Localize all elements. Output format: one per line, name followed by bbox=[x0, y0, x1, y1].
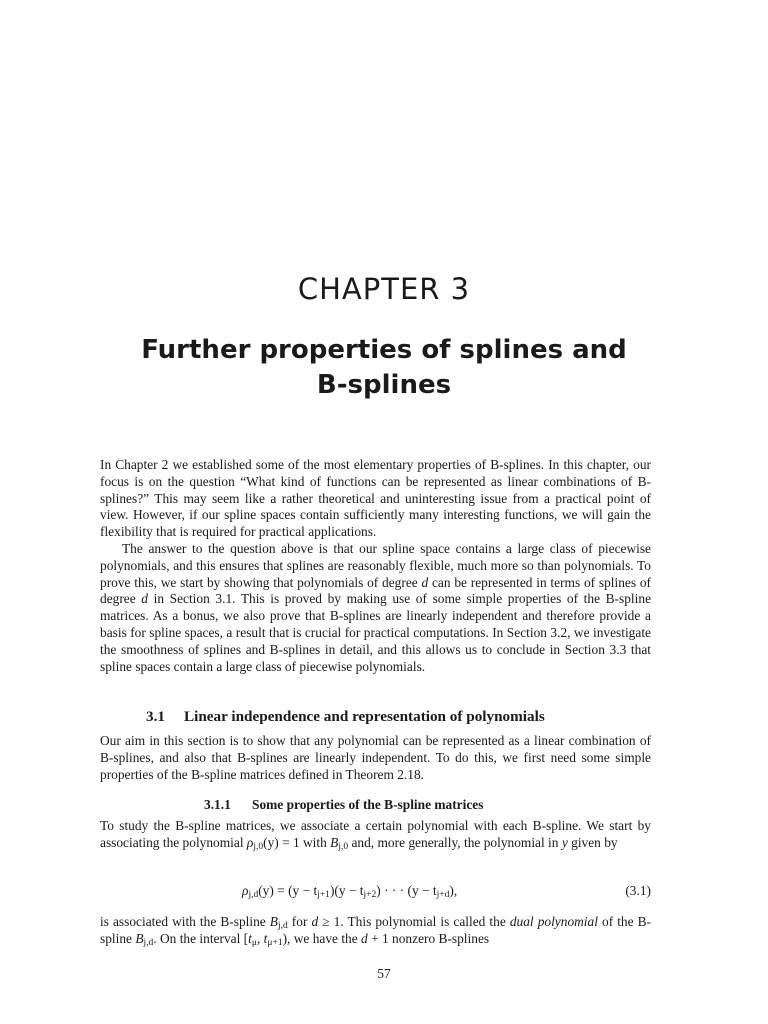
chapter-title-line1: Further properties of splines and bbox=[141, 335, 627, 365]
intro-text bbox=[100, 457, 651, 675]
section-title: Linear independence and representation of polynomials bbox=[184, 708, 545, 725]
after-equation-text bbox=[100, 914, 651, 948]
subsection-heading bbox=[204, 797, 483, 813]
subsection-paragraph: To study the B-spline matrices, we associate a certain polynomial with each B-spline. We start by associating the polynomial $\rho_{j,0}(y) = 1$ with $B_{j,0}$ and, more generally, the polynomial in y given by bbox=[100, 818, 651, 852]
page-number: 57 bbox=[377, 966, 391, 981]
intro-paragraph-1: In Chapter 2 we established some of the most elementary properties of B-splines. In this chapter, our focus is on the question “What kind of functions can be represented as linear combinations of B-splines?” This may seem like a rather theoretical and uninteresting issue from a practical point of view. However, if our spline spaces contain sufficiently many interesting functions, we will gain the flexibility that is required for practical applications. bbox=[100, 457, 651, 540]
section-number: 3.1 bbox=[146, 708, 165, 725]
chapter-title-line2: B-splines bbox=[316, 370, 452, 400]
chapter-title bbox=[100, 333, 668, 403]
subsection-title: Some properties of the B-spline matrices bbox=[252, 797, 484, 812]
section-paragraph: Our aim in this section is to show that any polynomial can be represented as a linear combination of B-splines, and also that B-splines are linearly independent. To do this, we first need some simple properties of the B-spline matrices defined in Theorem 2.18. bbox=[100, 733, 651, 782]
subsection-body bbox=[100, 818, 651, 852]
after-equation-paragraph: is associated with the B-spline $B_{j,d}$ for d ≥ 1. This polynomial is called the dual polynomial of the B-spline $B_{j,d}$. On the interval [$t_\mu$, $t_{\mu+1}$), we have the d + 1 nonzero B-splines bbox=[100, 914, 652, 948]
section-body bbox=[100, 733, 651, 783]
intro-paragraph-2: The answer to the question above is that our spline space contains a large class of piecewise polynomials, and this ensures that splines are reasonably flexible, much more so than polynomials. To prove this, we start by showing that polynomials of degree d can be represented in terms of splines of degree d in Section 3.1. This is proved by making use of some simple properties of the B-spline matrices. As a bonus, we also prove that B-splines are linearly independent and therefore provide a basis for spline spaces, a result that is crucial for practical computations. In Section 3.2, we investigate the smoothness of splines and B-splines in detail, and this allows us to conclude in Section 3.3 that spline spaces contain a large class of piecewise polynomials. bbox=[100, 540, 652, 674]
section-heading bbox=[146, 708, 545, 726]
equation-expression: $\rho_{j,d}(y) = (y - t_{j+1})(y - t_{j+2})$ · · · $(y - t_{j+d})$, bbox=[242, 883, 458, 900]
subsection-number: 3.1.1 bbox=[204, 797, 231, 812]
chapter-label: CHAPTER 3 bbox=[297, 272, 471, 306]
equation-number: (3.1) bbox=[625, 883, 651, 898]
dual-polynomial-emphasis: dual polynomial bbox=[509, 914, 598, 929]
